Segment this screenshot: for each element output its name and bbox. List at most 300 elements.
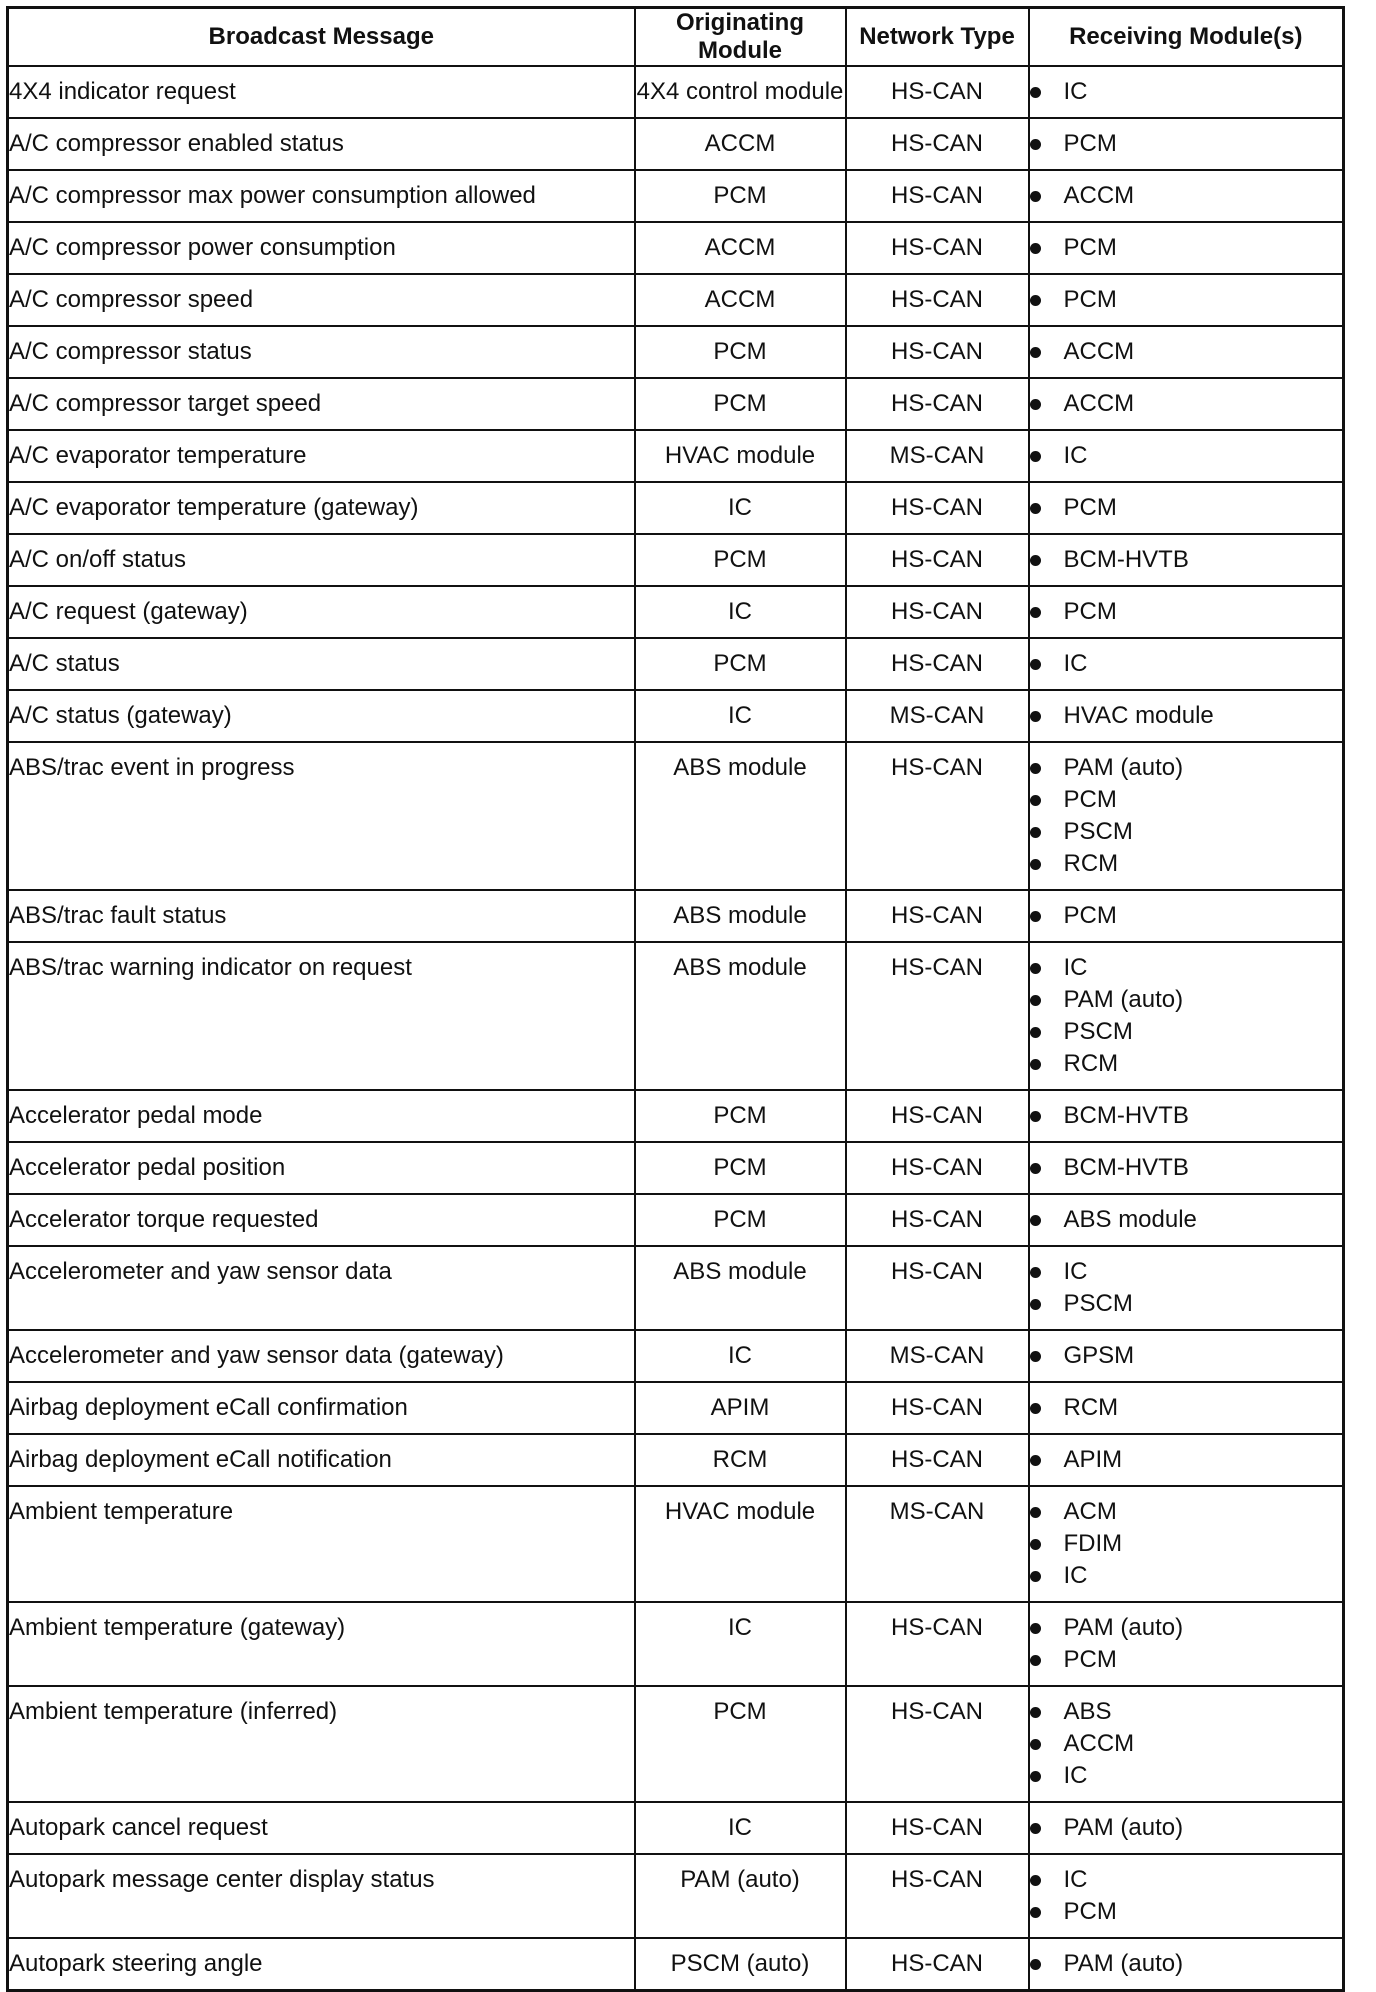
cell-network-type: HS-CAN (846, 1938, 1029, 1991)
receiving-module-list (1030, 1612, 1343, 1676)
receiving-module-name: ACCM (1063, 338, 1135, 365)
cell-receiving-modules (1029, 534, 1344, 586)
receiving-module-name: HVAC module (1063, 702, 1214, 729)
table-row (8, 1382, 1344, 1434)
cell-originating-module: RCM (635, 1434, 846, 1486)
cell-receiving-modules (1029, 1382, 1344, 1434)
list-item (1030, 1560, 1343, 1592)
cell-broadcast-message: Autopark steering angle (8, 1938, 635, 1991)
cell-receiving-modules (1029, 1686, 1344, 1802)
cell-originating-module: ACCM (635, 222, 846, 274)
receiving-module-name: IC (1063, 650, 1088, 677)
table-row (8, 638, 1344, 690)
list-item (1030, 440, 1343, 472)
receiving-module-name: PCM (1063, 1646, 1117, 1673)
cell-originating-module: ABS module (635, 1246, 846, 1330)
cell-receiving-modules (1029, 430, 1344, 482)
cell-network-type: HS-CAN (846, 534, 1029, 586)
bullet-icon (1030, 1875, 1041, 1886)
table-row (8, 1854, 1344, 1938)
list-item (1030, 284, 1343, 316)
receiving-module-name: PAM (auto) (1063, 754, 1184, 781)
cell-originating-module: PAM (auto) (635, 1854, 846, 1938)
cell-network-type: HS-CAN (846, 274, 1029, 326)
bullet-icon (1030, 1539, 1041, 1550)
cell-broadcast-message: ABS/trac event in progress (8, 742, 635, 890)
cell-receiving-modules (1029, 274, 1344, 326)
list-item (1030, 1760, 1343, 1792)
cell-broadcast-message: ABS/trac fault status (8, 890, 635, 942)
table-row (8, 534, 1344, 586)
table-header-row (8, 8, 1344, 67)
receiving-module-list (1030, 336, 1343, 368)
bullet-icon (1030, 1823, 1041, 1834)
cell-broadcast-message: A/C compressor target speed (8, 378, 635, 430)
table-body (8, 66, 1344, 1991)
bullet-icon (1030, 1299, 1041, 1310)
bullet-icon (1030, 1403, 1041, 1414)
cell-receiving-modules (1029, 690, 1344, 742)
receiving-module-list (1030, 232, 1343, 264)
receiving-module-list (1030, 1392, 1343, 1424)
bullet-icon (1030, 399, 1041, 410)
receiving-module-name: PCM (1063, 234, 1117, 261)
cell-broadcast-message: Ambient temperature (8, 1486, 635, 1602)
cell-network-type: HS-CAN (846, 1854, 1029, 1938)
bullet-icon (1030, 1455, 1041, 1466)
cell-network-type: HS-CAN (846, 1802, 1029, 1854)
bullet-icon (1030, 1739, 1041, 1750)
cell-broadcast-message: 4X4 indicator request (8, 66, 635, 118)
receiving-module-name: PSCM (1063, 1018, 1133, 1045)
cell-network-type: HS-CAN (846, 890, 1029, 942)
bullet-icon (1030, 1907, 1041, 1918)
cell-broadcast-message: Accelerometer and yaw sensor data (gateway) (8, 1330, 635, 1382)
cell-network-type: HS-CAN (846, 378, 1029, 430)
cell-originating-module: IC (635, 1802, 846, 1854)
receiving-module-list (1030, 128, 1343, 160)
cell-originating-module: PCM (635, 1090, 846, 1142)
cell-broadcast-message: Airbag deployment eCall notification (8, 1434, 635, 1486)
table-row (8, 118, 1344, 170)
list-item (1030, 1528, 1343, 1560)
cell-receiving-modules (1029, 222, 1344, 274)
list-item (1030, 1948, 1343, 1980)
cell-receiving-modules (1029, 1090, 1344, 1142)
receiving-module-list (1030, 180, 1343, 212)
cell-originating-module: 4X4 control module (635, 66, 846, 118)
list-item (1030, 232, 1343, 264)
table-row (8, 326, 1344, 378)
cell-originating-module: HVAC module (635, 430, 846, 482)
cell-originating-module: PCM (635, 1194, 846, 1246)
list-item (1030, 1644, 1343, 1676)
table-row (8, 378, 1344, 430)
list-item (1030, 1728, 1343, 1760)
cell-originating-module: IC (635, 690, 846, 742)
receiving-module-list (1030, 952, 1343, 1080)
table-row (8, 1330, 1344, 1382)
receiving-module-name: PCM (1063, 494, 1117, 521)
cell-network-type: HS-CAN (846, 326, 1029, 378)
cell-broadcast-message: A/C compressor max power consumption allowed (8, 170, 635, 222)
cell-network-type: HS-CAN (846, 1686, 1029, 1802)
receiving-module-name: PSCM (1063, 1290, 1133, 1317)
receiving-module-name: PCM (1063, 130, 1117, 157)
cell-originating-module: PCM (635, 534, 846, 586)
bullet-icon (1030, 1507, 1041, 1518)
cell-originating-module: IC (635, 1330, 846, 1382)
cell-originating-module: PCM (635, 326, 846, 378)
cell-network-type: HS-CAN (846, 1246, 1029, 1330)
receiving-module-name: IC (1063, 1866, 1088, 1893)
bullet-icon (1030, 711, 1041, 722)
list-item (1030, 700, 1343, 732)
list-item (1030, 1048, 1343, 1080)
cell-network-type: HS-CAN (846, 1194, 1029, 1246)
cell-broadcast-message: A/C compressor status (8, 326, 635, 378)
cell-originating-module: APIM (635, 1382, 846, 1434)
receiving-module-list (1030, 1444, 1343, 1476)
list-item (1030, 952, 1343, 984)
receiving-module-list (1030, 544, 1343, 576)
receiving-module-list (1030, 1204, 1343, 1236)
receiving-module-list (1030, 1864, 1343, 1928)
bullet-icon (1030, 1163, 1041, 1174)
receiving-module-list (1030, 1948, 1343, 1980)
bullet-icon (1030, 1215, 1041, 1226)
table-row (8, 690, 1344, 742)
table-row (8, 1434, 1344, 1486)
receiving-module-list (1030, 596, 1343, 628)
cell-originating-module: PSCM (auto) (635, 1938, 846, 1991)
bullet-icon (1030, 1351, 1041, 1362)
cell-originating-module: PCM (635, 638, 846, 690)
bullet-icon (1030, 763, 1041, 774)
cell-receiving-modules (1029, 1854, 1344, 1938)
receiving-module-list (1030, 1496, 1343, 1592)
list-item (1030, 1256, 1343, 1288)
list-item (1030, 1496, 1343, 1528)
bullet-icon (1030, 1771, 1041, 1782)
cell-broadcast-message: Accelerator pedal position (8, 1142, 635, 1194)
cell-broadcast-message: Accelerator pedal mode (8, 1090, 635, 1142)
bullet-icon (1030, 1655, 1041, 1666)
cell-broadcast-message: Ambient temperature (inferred) (8, 1686, 635, 1802)
receiving-module-name: FDIM (1063, 1530, 1123, 1557)
bullet-icon (1030, 555, 1041, 566)
bullet-icon (1030, 1027, 1041, 1038)
cell-originating-module: PCM (635, 1686, 846, 1802)
list-item (1030, 1696, 1343, 1728)
bullet-icon (1030, 191, 1041, 202)
cell-receiving-modules (1029, 586, 1344, 638)
list-item (1030, 128, 1343, 160)
receiving-module-list (1030, 492, 1343, 524)
cell-broadcast-message: A/C status (gateway) (8, 690, 635, 742)
receiving-module-list (1030, 1340, 1343, 1372)
receiving-module-name: IC (1063, 1258, 1088, 1285)
list-item (1030, 388, 1343, 420)
header-receiving-modules: Receiving Module(s) (1029, 8, 1344, 67)
bullet-icon (1030, 1571, 1041, 1582)
list-item (1030, 596, 1343, 628)
table-row (8, 482, 1344, 534)
list-item (1030, 76, 1343, 108)
table-row (8, 1602, 1344, 1686)
bullet-icon (1030, 1623, 1041, 1634)
table-row (8, 430, 1344, 482)
receiving-module-list (1030, 284, 1343, 316)
bullet-icon (1030, 243, 1041, 254)
list-item (1030, 1392, 1343, 1424)
list-item (1030, 180, 1343, 212)
cell-network-type: MS-CAN (846, 1486, 1029, 1602)
receiving-module-name: PCM (1063, 902, 1117, 929)
cell-network-type: MS-CAN (846, 1330, 1029, 1382)
cell-broadcast-message: Autopark cancel request (8, 1802, 635, 1854)
cell-broadcast-message: Accelerometer and yaw sensor data (8, 1246, 635, 1330)
cell-receiving-modules (1029, 1194, 1344, 1246)
table-row (8, 274, 1344, 326)
cell-broadcast-message: A/C on/off status (8, 534, 635, 586)
bullet-icon (1030, 995, 1041, 1006)
cell-originating-module: ABS module (635, 890, 846, 942)
table-row (8, 1686, 1344, 1802)
cell-receiving-modules (1029, 118, 1344, 170)
cell-broadcast-message: Autopark message center display status (8, 1854, 635, 1938)
receiving-module-name: PAM (auto) (1063, 1950, 1184, 1977)
list-item (1030, 1100, 1343, 1132)
cell-originating-module: ABS module (635, 942, 846, 1090)
receiving-module-name: IC (1063, 1762, 1088, 1789)
cell-network-type: MS-CAN (846, 430, 1029, 482)
table-row (8, 1246, 1344, 1330)
cell-network-type: HS-CAN (846, 1382, 1029, 1434)
list-item (1030, 1444, 1343, 1476)
list-item (1030, 1612, 1343, 1644)
cell-receiving-modules (1029, 170, 1344, 222)
receiving-module-name: IC (1063, 442, 1088, 469)
list-item (1030, 848, 1343, 880)
cell-network-type: HS-CAN (846, 66, 1029, 118)
receiving-module-name: RCM (1063, 1050, 1119, 1077)
list-item (1030, 984, 1343, 1016)
list-item (1030, 1152, 1343, 1184)
receiving-module-name: BCM-HVTB (1063, 1154, 1189, 1181)
cell-originating-module: PCM (635, 170, 846, 222)
cell-originating-module: ACCM (635, 118, 846, 170)
list-item (1030, 1204, 1343, 1236)
cell-originating-module: ACCM (635, 274, 846, 326)
cell-receiving-modules (1029, 942, 1344, 1090)
receiving-module-name: PAM (auto) (1063, 986, 1184, 1013)
cell-network-type: HS-CAN (846, 638, 1029, 690)
cell-receiving-modules (1029, 1938, 1344, 1991)
table-row (8, 66, 1344, 118)
bullet-icon (1030, 859, 1041, 870)
list-item (1030, 648, 1343, 680)
list-item (1030, 816, 1343, 848)
list-item (1030, 900, 1343, 932)
cell-network-type: MS-CAN (846, 690, 1029, 742)
table-row (8, 170, 1344, 222)
receiving-module-name: ACCM (1063, 182, 1135, 209)
list-item (1030, 1896, 1343, 1928)
cell-receiving-modules (1029, 482, 1344, 534)
bullet-icon (1030, 347, 1041, 358)
receiving-module-name: IC (1063, 954, 1088, 981)
table-row (8, 890, 1344, 942)
bullet-icon (1030, 87, 1041, 98)
list-item (1030, 1288, 1343, 1320)
bullet-icon (1030, 963, 1041, 974)
cell-receiving-modules (1029, 1802, 1344, 1854)
header-network-type: Network Type (846, 8, 1029, 67)
cell-network-type: HS-CAN (846, 742, 1029, 890)
table-row (8, 1090, 1344, 1142)
bullet-icon (1030, 139, 1041, 150)
cell-network-type: HS-CAN (846, 1090, 1029, 1142)
list-item (1030, 784, 1343, 816)
bullet-icon (1030, 607, 1041, 618)
cell-broadcast-message: A/C evaporator temperature (gateway) (8, 482, 635, 534)
table-row (8, 586, 1344, 638)
receiving-module-name: BCM-HVTB (1063, 1102, 1189, 1129)
receiving-module-list (1030, 648, 1343, 680)
receiving-module-list (1030, 1256, 1343, 1320)
receiving-module-name: ABS module (1063, 1206, 1197, 1233)
receiving-module-name: ACCM (1063, 390, 1135, 417)
cell-network-type: HS-CAN (846, 222, 1029, 274)
bullet-icon (1030, 827, 1041, 838)
cell-broadcast-message: Ambient temperature (gateway) (8, 1602, 635, 1686)
cell-originating-module: IC (635, 482, 846, 534)
list-item (1030, 544, 1343, 576)
receiving-module-name: PSCM (1063, 818, 1133, 845)
cell-receiving-modules (1029, 1486, 1344, 1602)
cell-receiving-modules (1029, 378, 1344, 430)
receiving-module-list (1030, 1152, 1343, 1184)
cell-network-type: HS-CAN (846, 118, 1029, 170)
cell-receiving-modules (1029, 66, 1344, 118)
receiving-module-name: PAM (auto) (1063, 1614, 1184, 1641)
cell-network-type: HS-CAN (846, 1602, 1029, 1686)
broadcast-message-table (6, 6, 1345, 1992)
list-item (1030, 1016, 1343, 1048)
cell-receiving-modules (1029, 326, 1344, 378)
receiving-module-list (1030, 1100, 1343, 1132)
bullet-icon (1030, 659, 1041, 670)
cell-receiving-modules (1029, 742, 1344, 890)
receiving-module-name: ACCM (1063, 1730, 1135, 1757)
cell-originating-module: IC (635, 1602, 846, 1686)
cell-originating-module: IC (635, 586, 846, 638)
bullet-icon (1030, 1267, 1041, 1278)
cell-receiving-modules (1029, 1330, 1344, 1382)
receiving-module-list (1030, 1696, 1343, 1792)
cell-network-type: HS-CAN (846, 1142, 1029, 1194)
table-row (8, 1486, 1344, 1602)
bullet-icon (1030, 295, 1041, 306)
receiving-module-list (1030, 900, 1343, 932)
receiving-module-list (1030, 1812, 1343, 1844)
cell-receiving-modules (1029, 1602, 1344, 1686)
table-row (8, 942, 1344, 1090)
table-row (8, 1142, 1344, 1194)
cell-broadcast-message: A/C compressor power consumption (8, 222, 635, 274)
list-item (1030, 336, 1343, 368)
cell-receiving-modules (1029, 1246, 1344, 1330)
cell-broadcast-message: A/C evaporator temperature (8, 430, 635, 482)
receiving-module-name: PCM (1063, 598, 1117, 625)
receiving-module-name: PCM (1063, 786, 1117, 813)
receiving-module-name: IC (1063, 1562, 1088, 1589)
receiving-module-name: BCM-HVTB (1063, 546, 1189, 573)
table-row (8, 742, 1344, 890)
bullet-icon (1030, 1111, 1041, 1122)
cell-broadcast-message: A/C compressor enabled status (8, 118, 635, 170)
list-item (1030, 1864, 1343, 1896)
header-broadcast-message: Broadcast Message (8, 8, 635, 67)
cell-broadcast-message: A/C status (8, 638, 635, 690)
cell-network-type: HS-CAN (846, 1434, 1029, 1486)
bullet-icon (1030, 1059, 1041, 1070)
cell-network-type: HS-CAN (846, 170, 1029, 222)
receiving-module-name: IC (1063, 78, 1088, 105)
cell-originating-module: PCM (635, 378, 846, 430)
cell-receiving-modules (1029, 890, 1344, 942)
cell-receiving-modules (1029, 638, 1344, 690)
cell-network-type: HS-CAN (846, 942, 1029, 1090)
cell-network-type: HS-CAN (846, 482, 1029, 534)
bullet-icon (1030, 451, 1041, 462)
receiving-module-name: RCM (1063, 850, 1119, 877)
receiving-module-name: GPSM (1063, 1342, 1135, 1369)
table-row (8, 1194, 1344, 1246)
cell-broadcast-message: Accelerator torque requested (8, 1194, 635, 1246)
cell-originating-module: PCM (635, 1142, 846, 1194)
list-item (1030, 1340, 1343, 1372)
bullet-icon (1030, 1959, 1041, 1970)
receiving-module-list (1030, 76, 1343, 108)
receiving-module-list (1030, 388, 1343, 420)
receiving-module-name: PAM (auto) (1063, 1814, 1184, 1841)
cell-network-type: HS-CAN (846, 586, 1029, 638)
list-item (1030, 752, 1343, 784)
bullet-icon (1030, 911, 1041, 922)
cell-originating-module: ABS module (635, 742, 846, 890)
receiving-module-name: PCM (1063, 286, 1117, 313)
cell-originating-module: HVAC module (635, 1486, 846, 1602)
cell-broadcast-message: A/C compressor speed (8, 274, 635, 326)
cell-broadcast-message: A/C request (gateway) (8, 586, 635, 638)
bullet-icon (1030, 503, 1041, 514)
list-item (1030, 492, 1343, 524)
list-item (1030, 1812, 1343, 1844)
receiving-module-name: PCM (1063, 1898, 1117, 1925)
table-row (8, 1802, 1344, 1854)
cell-receiving-modules (1029, 1434, 1344, 1486)
receiving-module-name: RCM (1063, 1394, 1119, 1421)
bullet-icon (1030, 795, 1041, 806)
table-row (8, 222, 1344, 274)
receiving-module-list (1030, 752, 1343, 880)
cell-broadcast-message: Airbag deployment eCall confirmation (8, 1382, 635, 1434)
receiving-module-list (1030, 440, 1343, 472)
bullet-icon (1030, 1707, 1041, 1718)
cell-receiving-modules (1029, 1142, 1344, 1194)
